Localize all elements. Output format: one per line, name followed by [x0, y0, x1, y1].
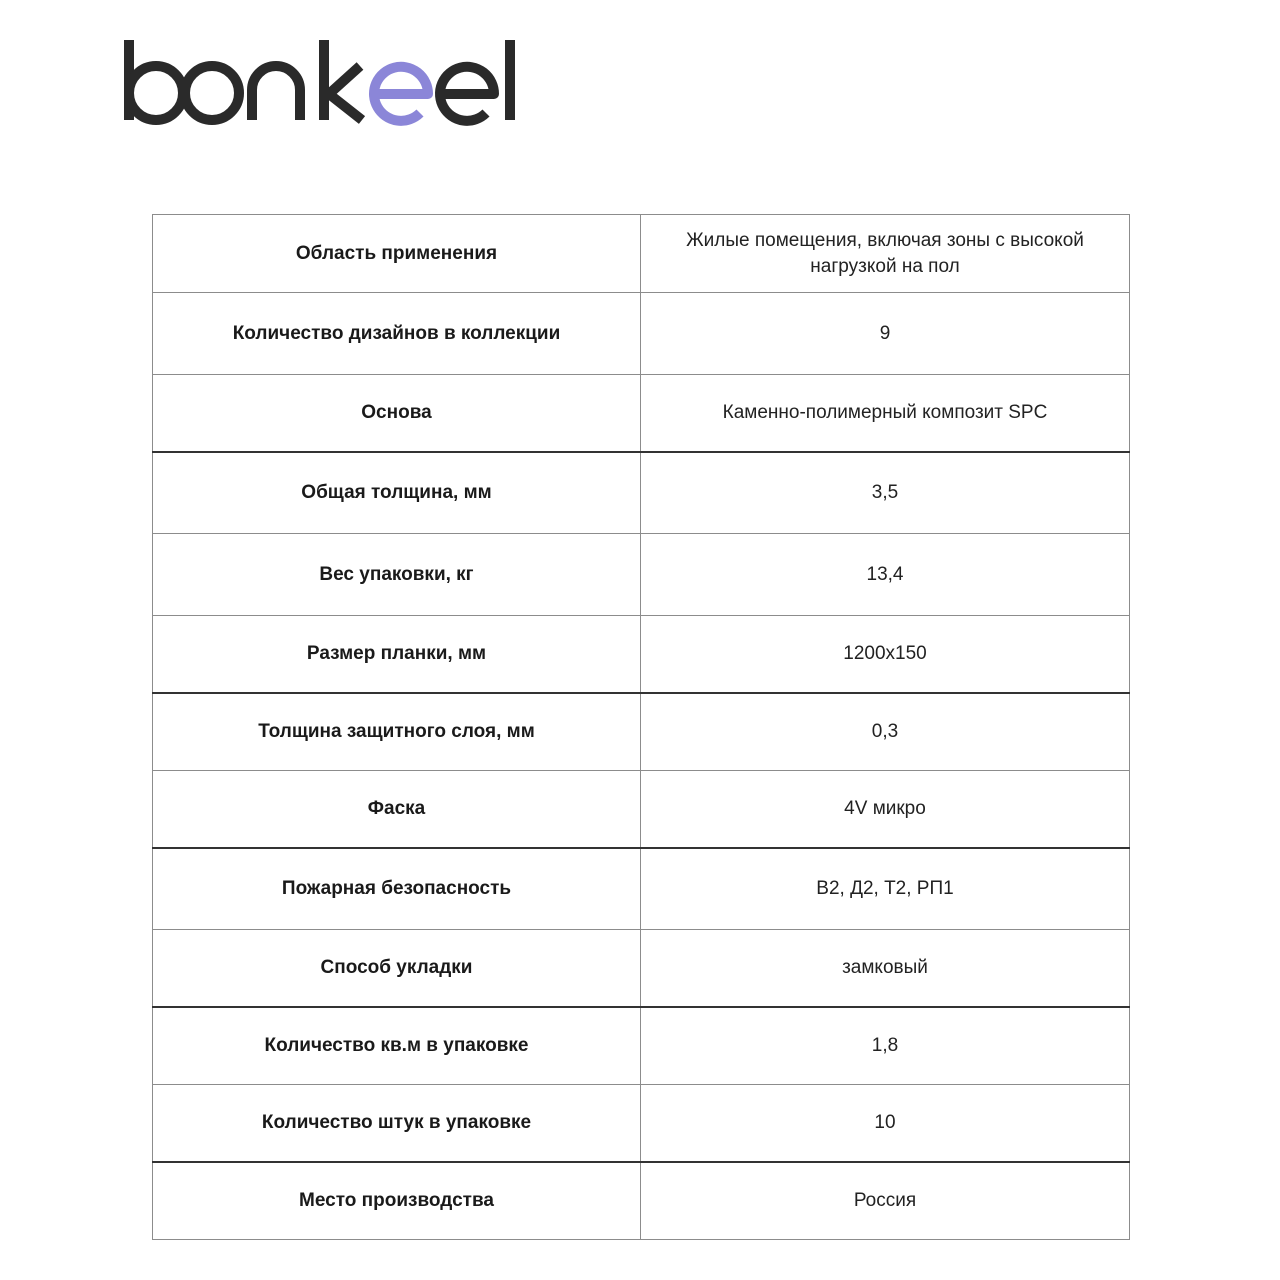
table-row: [153, 693, 1130, 771]
spec-value: Каменно-полимерный композит SPC: [641, 375, 1130, 452]
table-row: [153, 1007, 1130, 1085]
spec-label: Место производства: [153, 1162, 641, 1240]
table-row: [153, 848, 1130, 930]
table-row: [153, 1085, 1130, 1162]
spec-label: Количество штук в упаковке: [153, 1085, 641, 1162]
table-row: [153, 771, 1130, 848]
table-row: [153, 930, 1130, 1007]
spec-value: 1,8: [641, 1007, 1130, 1085]
spec-value: 13,4: [641, 534, 1130, 616]
spec-label: Фаска: [153, 771, 641, 848]
spec-value: В2, Д2, Т2, РП1: [641, 848, 1130, 930]
spec-value: 3,5: [641, 452, 1130, 534]
spec-label: Общая толщина, мм: [153, 452, 641, 534]
brand-logo: [120, 28, 520, 138]
table-row: [153, 293, 1130, 375]
spec-label: Размер планки, мм: [153, 616, 641, 693]
spec-value: 10: [641, 1085, 1130, 1162]
specifications-table: [152, 214, 1130, 1240]
table-row: [153, 534, 1130, 616]
spec-value: 9: [641, 293, 1130, 375]
table-row: [153, 375, 1130, 452]
spec-value: Россия: [641, 1162, 1130, 1240]
spec-value: 1200х150: [641, 616, 1130, 693]
spec-value: 0,3: [641, 693, 1130, 771]
spec-label: Пожарная безопасность: [153, 848, 641, 930]
spec-value: Жилые помещения, включая зоны с высокой нагрузкой на пол: [641, 215, 1130, 293]
brand-logo-graphic: [120, 28, 520, 138]
spec-value: 4V микро: [641, 771, 1130, 848]
table-row: [153, 1162, 1130, 1240]
spec-label: Толщина защитного слоя, мм: [153, 693, 641, 771]
spec-label: Количество кв.м в упаковке: [153, 1007, 641, 1085]
spec-label: Количество дизайнов в коллекции: [153, 293, 641, 375]
spec-label: Основа: [153, 375, 641, 452]
table-row: [153, 452, 1130, 534]
spec-label: Вес упаковки, кг: [153, 534, 641, 616]
table-row: [153, 215, 1130, 293]
spec-label: Область применения: [153, 215, 641, 293]
spec-label: Способ укладки: [153, 930, 641, 1007]
spec-value: замковый: [641, 930, 1130, 1007]
table-row: [153, 616, 1130, 693]
